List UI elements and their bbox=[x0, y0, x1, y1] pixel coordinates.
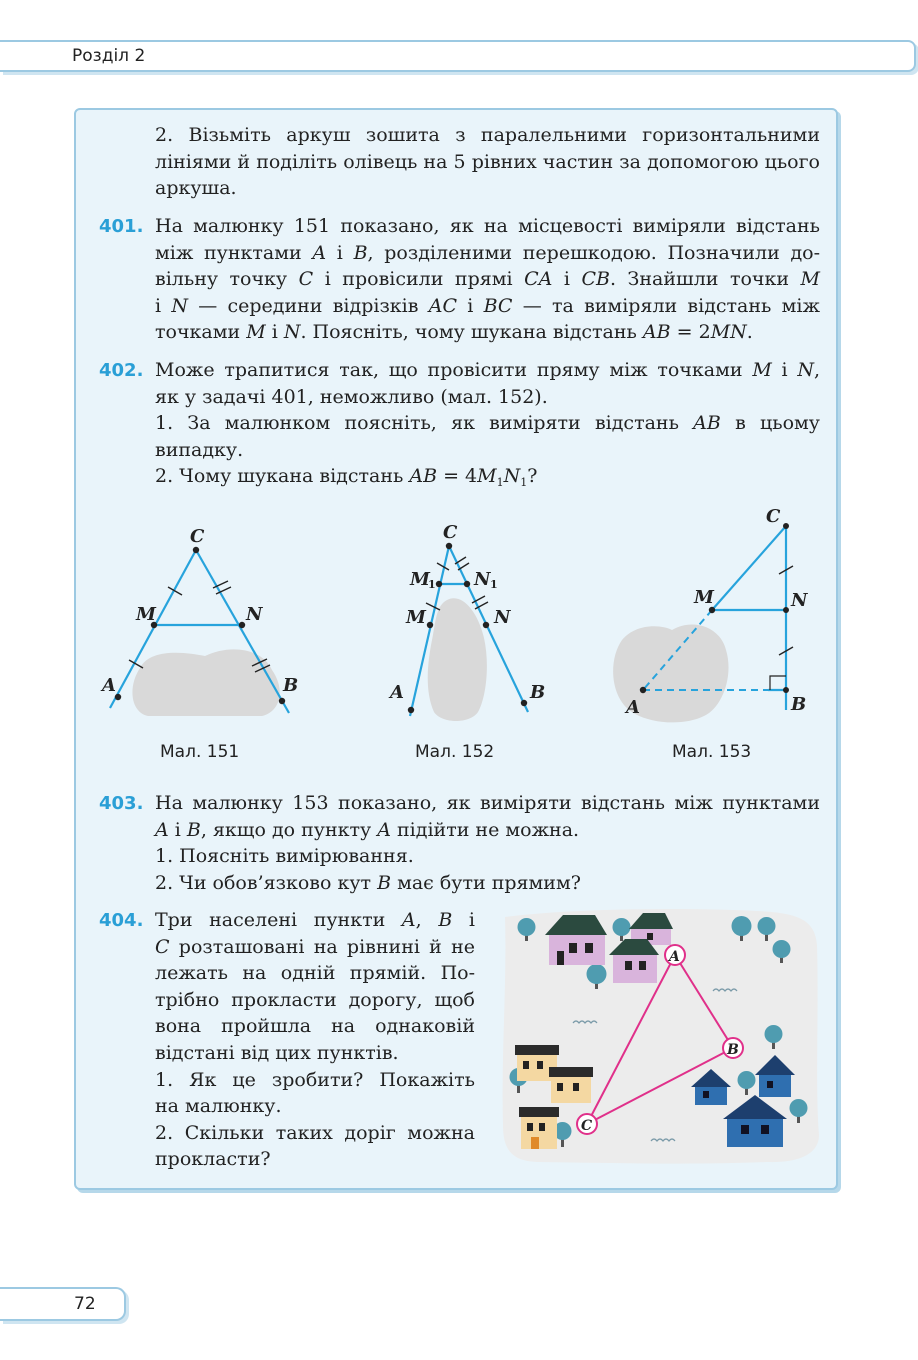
point-C bbox=[577, 1114, 597, 1134]
problem-number-402: 402. bbox=[99, 360, 144, 381]
label-C: C bbox=[190, 526, 205, 547]
label-B: B bbox=[530, 682, 546, 703]
p404-line1: Три населені пункти A, B і bbox=[155, 909, 475, 931]
house-icon bbox=[519, 1107, 559, 1149]
problem-number-403: 403. bbox=[99, 793, 144, 814]
figure-151 bbox=[100, 526, 298, 716]
problem-404: Три населені пункти A, B і C розташовані на рівнині й не лежать на одній прямій. По- трібно прокласти дорогу, щоб вона пройшла на однаковій відстані від цих пунктів. 1. Як це зробити? Покажіть на малюнку. 2. Скільки таких доріг можна прокласти? bbox=[155, 909, 475, 1171]
p404-line2: C розташовані на рівнині й не bbox=[155, 935, 475, 958]
p401-line4: і N — середини відрізків AC і BC — та виміряли відстань між bbox=[155, 294, 820, 317]
geometry-figures bbox=[0, 500, 918, 740]
problem-number-401: 401. bbox=[99, 216, 144, 237]
figure-152 bbox=[388, 522, 545, 721]
label-M: M bbox=[694, 587, 714, 608]
section-title: Розділ 2 bbox=[72, 46, 146, 66]
label-B: B bbox=[283, 675, 299, 696]
page-number-tab bbox=[0, 1287, 126, 1321]
problem-402: Може трапитися так, що провісити пряму між точками M і N, як у задачі 401, неможливо (мал. 152). 1. За малюнком поясніть, як виміряти відстань AB в цьому випадку. 2. Чому шукана відстань AB = $4M_1N_1$? bbox=[155, 357, 820, 497]
p402-q1: 1. За малюнком поясніть, як виміряти відстань AB в цьому випадку. bbox=[155, 412, 820, 461]
p403-line2: A і B, якщо до пункту A підійти не можна. bbox=[155, 818, 580, 841]
svg-text:C: C bbox=[581, 1118, 593, 1134]
label-M: M bbox=[136, 604, 156, 625]
problem-403: На малюнку 153 показано, як виміряти відстань між пунктами A і B, якщо до пункту A підійти не можна. 1. Поясніть вимірювання. 2. Чи обов’язково кут B має бути прямим? bbox=[155, 790, 820, 896]
point-B bbox=[723, 1038, 743, 1058]
label-A: A bbox=[626, 697, 640, 718]
p402-line1: Може трапитися так, що провісити пряму між точками M і N, bbox=[155, 359, 821, 381]
label-N: N bbox=[494, 607, 511, 628]
label-A: A bbox=[390, 682, 404, 703]
p401-line2: між пунктами A і B, розділеними перешкодою. Позначили до- bbox=[155, 241, 821, 264]
village-map bbox=[497, 905, 822, 1167]
figure-153 bbox=[613, 506, 809, 722]
problem-401: На малюнку 151 показано, як на місцевості виміряли відстань між пунктами A і B, розділеними перешкодою. Позначили до- вільну точку C і провісили прямі CA і CB. Знайшли точки M і N — середини відрізків AC і BC — та виміряли відстань між точками M і N. Поясніть, чому шукана відстань AB = 2MN. bbox=[155, 213, 820, 346]
intro-text: 2. Візьміть аркуш зошита з паралельними горизонтальними лініями й поділіть олівець на 5 рівних частин за допомогою цього аркуша. bbox=[155, 124, 820, 200]
section-header bbox=[0, 40, 916, 72]
p403-q2: 2. Чи обов’язково кут B має бути прямим? bbox=[155, 871, 581, 894]
point-A bbox=[665, 945, 685, 965]
label-C: C bbox=[766, 506, 781, 527]
label-N1-sub: 1 bbox=[490, 578, 498, 591]
caption-153: Мал. 153 bbox=[672, 742, 752, 762]
label-B: B bbox=[791, 694, 807, 715]
svg-text:A: A bbox=[669, 949, 680, 965]
label-C: C bbox=[443, 522, 458, 543]
label-A: A bbox=[102, 675, 116, 696]
problem-number-404: 404. bbox=[99, 910, 144, 931]
page-number: 72 bbox=[74, 1294, 96, 1314]
label-M1: M bbox=[410, 569, 430, 590]
label-M1-sub: 1 bbox=[428, 578, 436, 591]
label-N1: N bbox=[474, 569, 491, 590]
caption-151: Мал. 151 bbox=[160, 742, 240, 762]
caption-152: Мал. 152 bbox=[415, 742, 495, 762]
p401-line5: точками M і N. Поясніть, чому шукана відстань AB = 2MN. bbox=[155, 321, 753, 344]
svg-text:B: B bbox=[727, 1042, 739, 1058]
obstacle-152 bbox=[428, 598, 487, 721]
label-N: N bbox=[791, 590, 808, 611]
label-N: N bbox=[246, 604, 263, 625]
label-M: M bbox=[406, 607, 426, 628]
house-icon bbox=[549, 1067, 593, 1103]
p401-line3: вільну точку C і провісили прямі CA і CB. Знайшли точки M bbox=[155, 268, 820, 291]
p402-q2: 2. Чому шукана відстань AB = $4M_1N_1$? bbox=[155, 465, 538, 490]
